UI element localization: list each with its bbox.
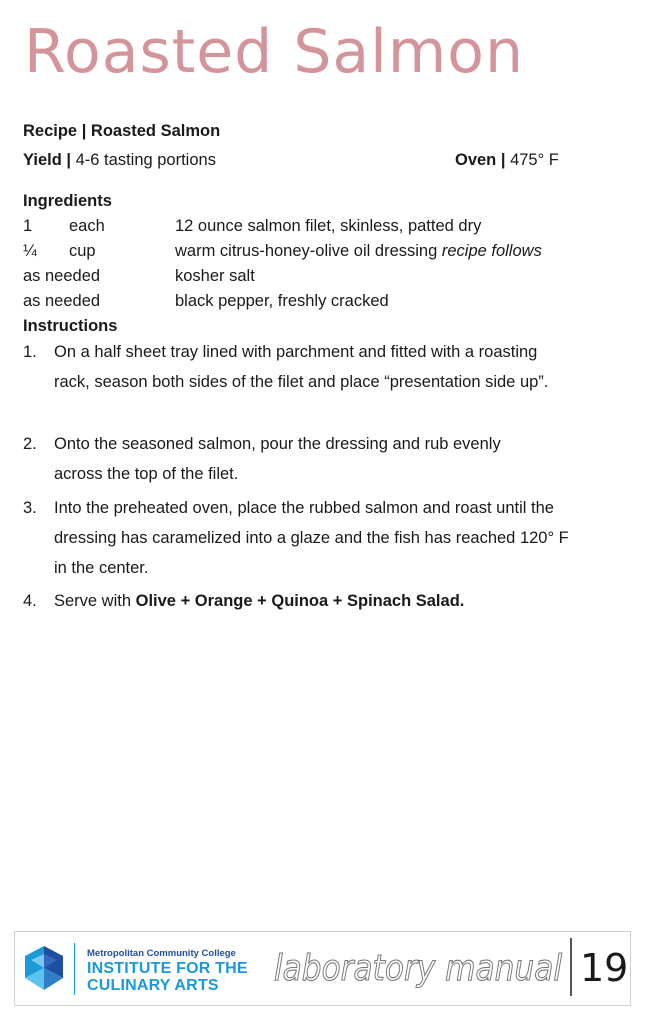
recipe-name: Roasted Salmon [90,122,221,140]
ingredient-row [23,266,633,286]
instruction-step [23,586,603,616]
ingredient-qty: as needed [23,267,101,285]
step-text: Onto the seasoned salmon, pour the dressing and rub evenly across the top of the filet. [54,435,501,483]
ingredient-qty: as needed [23,292,101,310]
logo-divider [74,943,75,995]
mcc-logo-icon [25,946,63,990]
laboratory-manual-wordmark [270,940,566,1000]
step-text: On a half sheet tray lined with parchment and fitted with a roasting rack, season both sides of the filet and place “presentation side up”. [54,343,549,391]
ingredient-desc: black pepper, freshly cracked [175,292,389,310]
instructions-heading: Instructions [23,317,118,335]
step-number: 3. [23,499,37,517]
ingredient-row [23,241,633,261]
recipe-label: Recipe | [23,122,87,140]
yield-label: Yield | [23,151,72,169]
instruction-step [23,493,603,583]
page-divider [570,938,572,996]
yield-value: 4-6 tasting portions [75,151,216,169]
ingredient-unit: cup [69,242,96,260]
oven-label: Oven | [455,151,506,169]
ingredient-desc [175,241,542,261]
yield-line [23,150,216,170]
footer-banner [14,931,631,1006]
recipe-line [23,121,220,141]
step-number: 4. [23,592,37,610]
step-number: 2. [23,435,37,453]
manual-wordmark-text: laboratory manual [274,948,562,989]
institute-name-line1: INSTITUTE FOR THE [87,960,248,977]
college-name: Metropolitan Community College [87,948,236,959]
ingredient-qty: 1 [23,217,33,235]
step-number: 1. [23,343,37,361]
ingredient-note: recipe follows [441,242,542,260]
instruction-step [23,429,603,489]
page-title: Roasted Salmon [24,17,525,87]
ingredient-unit: each [69,217,105,235]
salad-recipe-name: Olive + Orange + Quinoa + Spinach Salad. [135,592,465,610]
ingredient-desc: kosher salt [175,267,255,285]
institute-name-line2: CULINARY ARTS [87,977,219,994]
instruction-step [23,337,603,397]
page-number: 19 [580,946,629,990]
ingredient-row [23,291,633,311]
step-text [54,586,603,616]
ingredient-qty: ¼ [23,242,37,260]
step-text-plain: Serve with [54,592,136,610]
ingredient-desc-text: warm citrus-honey-olive oil dressing [175,242,438,260]
ingredients-heading: Ingredients [23,192,112,210]
step-text: Into the preheated oven, place the rubbed salmon and roast until the dressing has caramelized into a glaze and the fish has reached 120° F in the center. [54,499,569,577]
ingredient-desc: 12 ounce salmon filet, skinless, patted dry [175,217,482,235]
ingredient-row [23,216,633,236]
oven-value: 475° F [510,151,559,169]
oven-line [455,150,559,170]
